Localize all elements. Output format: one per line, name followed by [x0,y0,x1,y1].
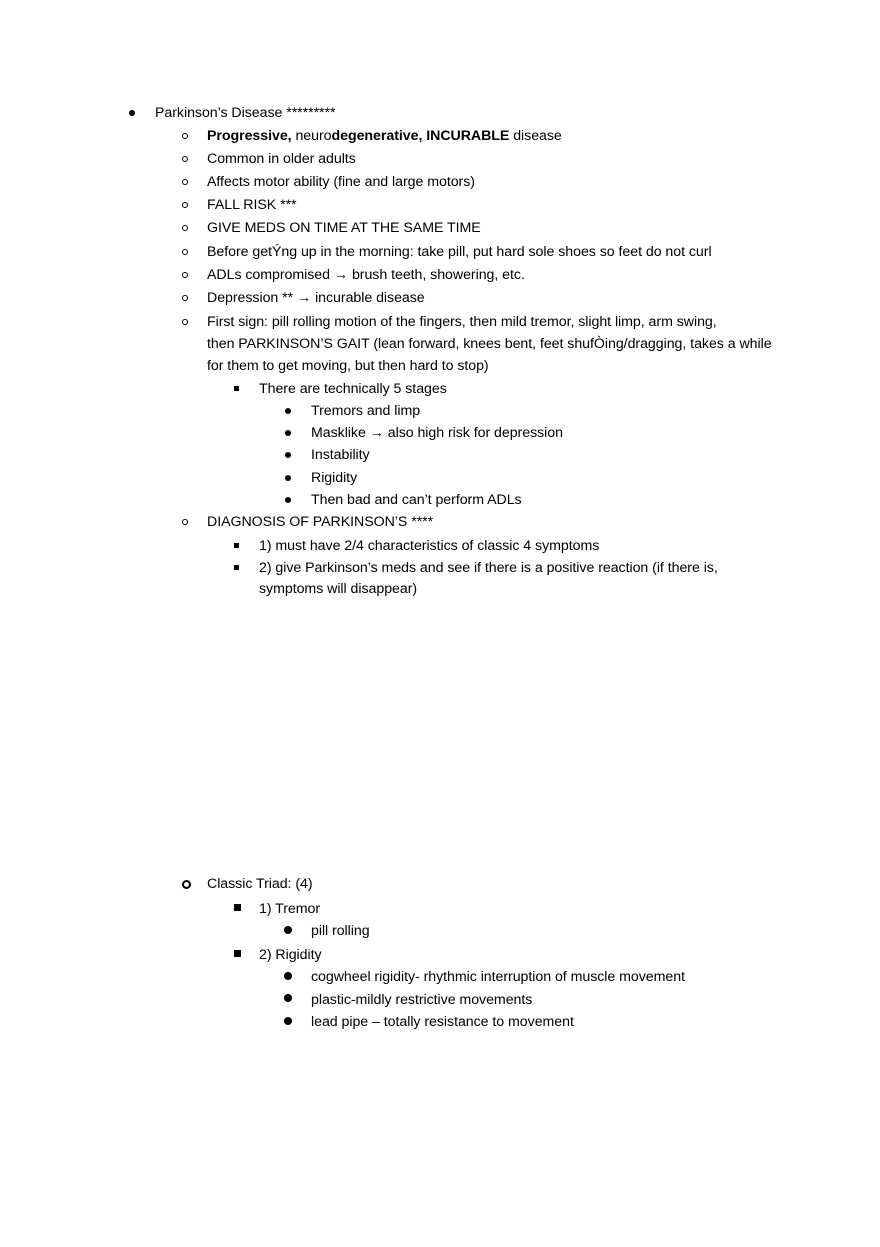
bullet-circle [182,295,188,301]
triad-heading: Classic Triad: (4) [207,876,313,892]
bullet-dot [129,110,135,116]
arrow-right-icon: → [333,267,349,283]
arrow-right-icon: → [297,290,312,306]
stages-intro-line: There are technically 5 stages [259,381,447,397]
bullet-circle [182,880,191,889]
triad-rig-3-line: lead pipe – totally resistance to movement [311,1014,574,1030]
triad-rig-2-line: plastic-mildly restrictive movements [311,992,533,1008]
bullet-circle [182,156,188,162]
arrow-right-icon: → [369,425,384,441]
bullet-dot [285,452,291,458]
diag-1-line: 1) must have 2/4 characteristics of classic 4 symptoms [259,538,600,554]
notes-title: Parkinson’s Disease ********* [155,105,336,121]
diag-2-line-1: 2) give Parkinson’s meds and see if there is a positive reaction (if there is, [259,560,718,576]
diagnosis-line: DIAGNOSIS OF PARKINSON’S **** [207,514,434,530]
triad-rigidity-line: 2) Rigidity [259,947,322,963]
stage-5-line: Then bad and can’t perform ADLs [311,492,522,508]
bullet-circle [182,225,188,231]
bullet-square [234,904,241,911]
bullet-square [234,386,239,391]
bullet-dot [285,497,291,503]
bullet-square [234,543,239,548]
depression-line: Depression ** → incurable disease [207,290,425,306]
common-line: Common in older adults [207,151,356,167]
stage-1-line: Tremors and limp [311,403,421,419]
bullet-square [234,950,241,957]
bullet-square [234,565,239,570]
diag-2-line-2: symptoms will disappear) [259,581,418,597]
bullet-circle [182,179,188,185]
bullet-dot [284,972,292,980]
bullet-dot [284,926,292,934]
first-sign-line-1: First sign: pill rolling motion of the fingers, then mild tremor, slight limp, arm swing, [207,314,717,330]
bullet-circle [182,249,188,255]
fall-risk-line: FALL RISK *** [207,197,297,213]
progressive-line: Progressive, neurodegenerative, INCURABLE disease [207,128,562,144]
stage-4-line: Rigidity [311,470,358,486]
bullet-dot [285,475,291,481]
triad-tremor-line: 1) Tremor [259,901,321,917]
bullet-dot [285,408,291,414]
first-sign-line-3: for them to get moving, but then hard to stop) [207,358,489,374]
bullet-dot [284,994,292,1002]
bullet-circle [182,202,188,208]
bullet-dot [285,430,291,436]
meds-time-line: GIVE MEDS ON TIME AT THE SAME TIME [207,220,481,236]
triad-rig-1-line: cogwheel rigidity- rhythmic interruption of muscle movement [311,969,685,985]
stage-3-line: Instability [311,447,370,463]
stage-2-line: Masklike → also high risk for depression [311,425,563,441]
bullet-circle [182,319,188,325]
before-getting-line: Before getÝng up in the morning: take pill, put hard sole shoes so feet do not curl [207,244,712,260]
bullet-circle [182,133,188,139]
bullet-circle [182,272,188,278]
triad-tremor-sub-line: pill rolling [311,923,370,939]
adls-line: ADLs compromised → brush teeth, showering, etc. [207,267,525,283]
first-sign-line-2: then PARKINSON’S GAIT (lean forward, knees bent, feet shufÒing/dragging, takes a while [207,336,772,352]
bullet-dot [284,1017,292,1025]
motor-line: Affects motor ability (fine and large motors) [207,174,475,190]
bullet-circle [182,519,188,525]
